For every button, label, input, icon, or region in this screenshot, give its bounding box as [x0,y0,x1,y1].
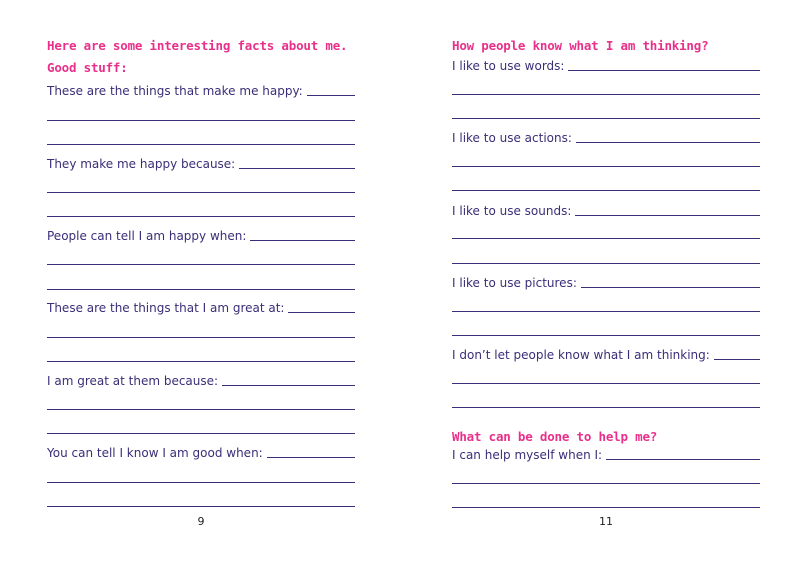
writing-line[interactable] [47,192,355,193]
writing-line[interactable] [452,118,760,119]
writing-line[interactable] [47,289,355,290]
prompt-row [452,57,760,73]
answer-line[interactable] [568,70,760,71]
answer-line[interactable] [575,215,760,216]
answer-line[interactable] [606,459,760,460]
writing-line[interactable] [47,482,355,483]
prompt-label: I like to use sounds: [452,204,572,218]
prompt-label: I like to use actions: [452,131,572,145]
prompt-label: I don’t let people know what I am thinking: [452,348,710,362]
prompt-label: These are the things that make me happy: [47,84,303,98]
answer-line[interactable] [267,457,355,458]
answer-line[interactable] [239,168,355,169]
prompt-label: People can tell I am happy when: [47,229,247,243]
prompt-row [452,446,760,462]
writing-line[interactable] [452,94,760,95]
writing-line[interactable] [452,383,760,384]
page-number: 11 [599,515,613,528]
prompt-row [452,346,760,362]
prompt-label: I like to use pictures: [452,276,577,290]
answer-line[interactable] [576,142,760,143]
writing-line[interactable] [452,238,760,239]
prompt-label: I can help myself when I: [452,448,603,462]
prompt-row [452,202,760,218]
writing-line[interactable] [47,361,355,362]
thinking-heading: How people know what I am thinking? [452,38,709,53]
answer-line[interactable] [222,385,355,386]
prompt-label: I like to use words: [452,59,565,73]
prompt-row [47,82,355,98]
writing-line[interactable] [452,335,760,336]
prompt-label: I am great at them because: [47,374,219,388]
writing-line[interactable] [452,263,760,264]
writing-line[interactable] [452,507,760,508]
writing-line[interactable] [452,311,760,312]
writing-line[interactable] [47,144,355,145]
answer-line[interactable] [581,287,760,288]
prompt-label: You can tell I know I am good when: [47,446,263,460]
answer-line[interactable] [307,95,355,96]
writing-line[interactable] [452,407,760,408]
prompt-row [47,227,355,243]
prompt-label: They make me happy because: [47,157,236,171]
good-stuff-heading: Good stuff: [47,60,128,75]
writing-line[interactable] [47,264,355,265]
prompt-row [47,372,355,388]
help-heading: What can be done to help me? [452,429,658,444]
writing-line[interactable] [47,120,355,121]
writing-line[interactable] [47,433,355,434]
right-page [452,0,760,564]
prompt-row [452,274,760,290]
writing-line[interactable] [452,190,760,191]
answer-line[interactable] [250,240,355,241]
left-page [47,0,355,564]
writing-line[interactable] [47,337,355,338]
writing-line[interactable] [47,506,355,507]
writing-line[interactable] [47,409,355,410]
prompt-row [47,299,355,315]
answer-line[interactable] [288,312,355,313]
writing-line[interactable] [47,216,355,217]
prompt-label: These are the things that I am great at: [47,301,285,315]
answer-line[interactable] [714,359,760,360]
prompt-row [452,129,760,145]
prompt-row [47,155,355,171]
writing-line[interactable] [452,483,760,484]
page-number: 9 [197,515,205,528]
intro-heading: Here are some interesting facts about me. [47,38,348,53]
writing-line[interactable] [452,166,760,167]
prompt-row [47,444,355,460]
